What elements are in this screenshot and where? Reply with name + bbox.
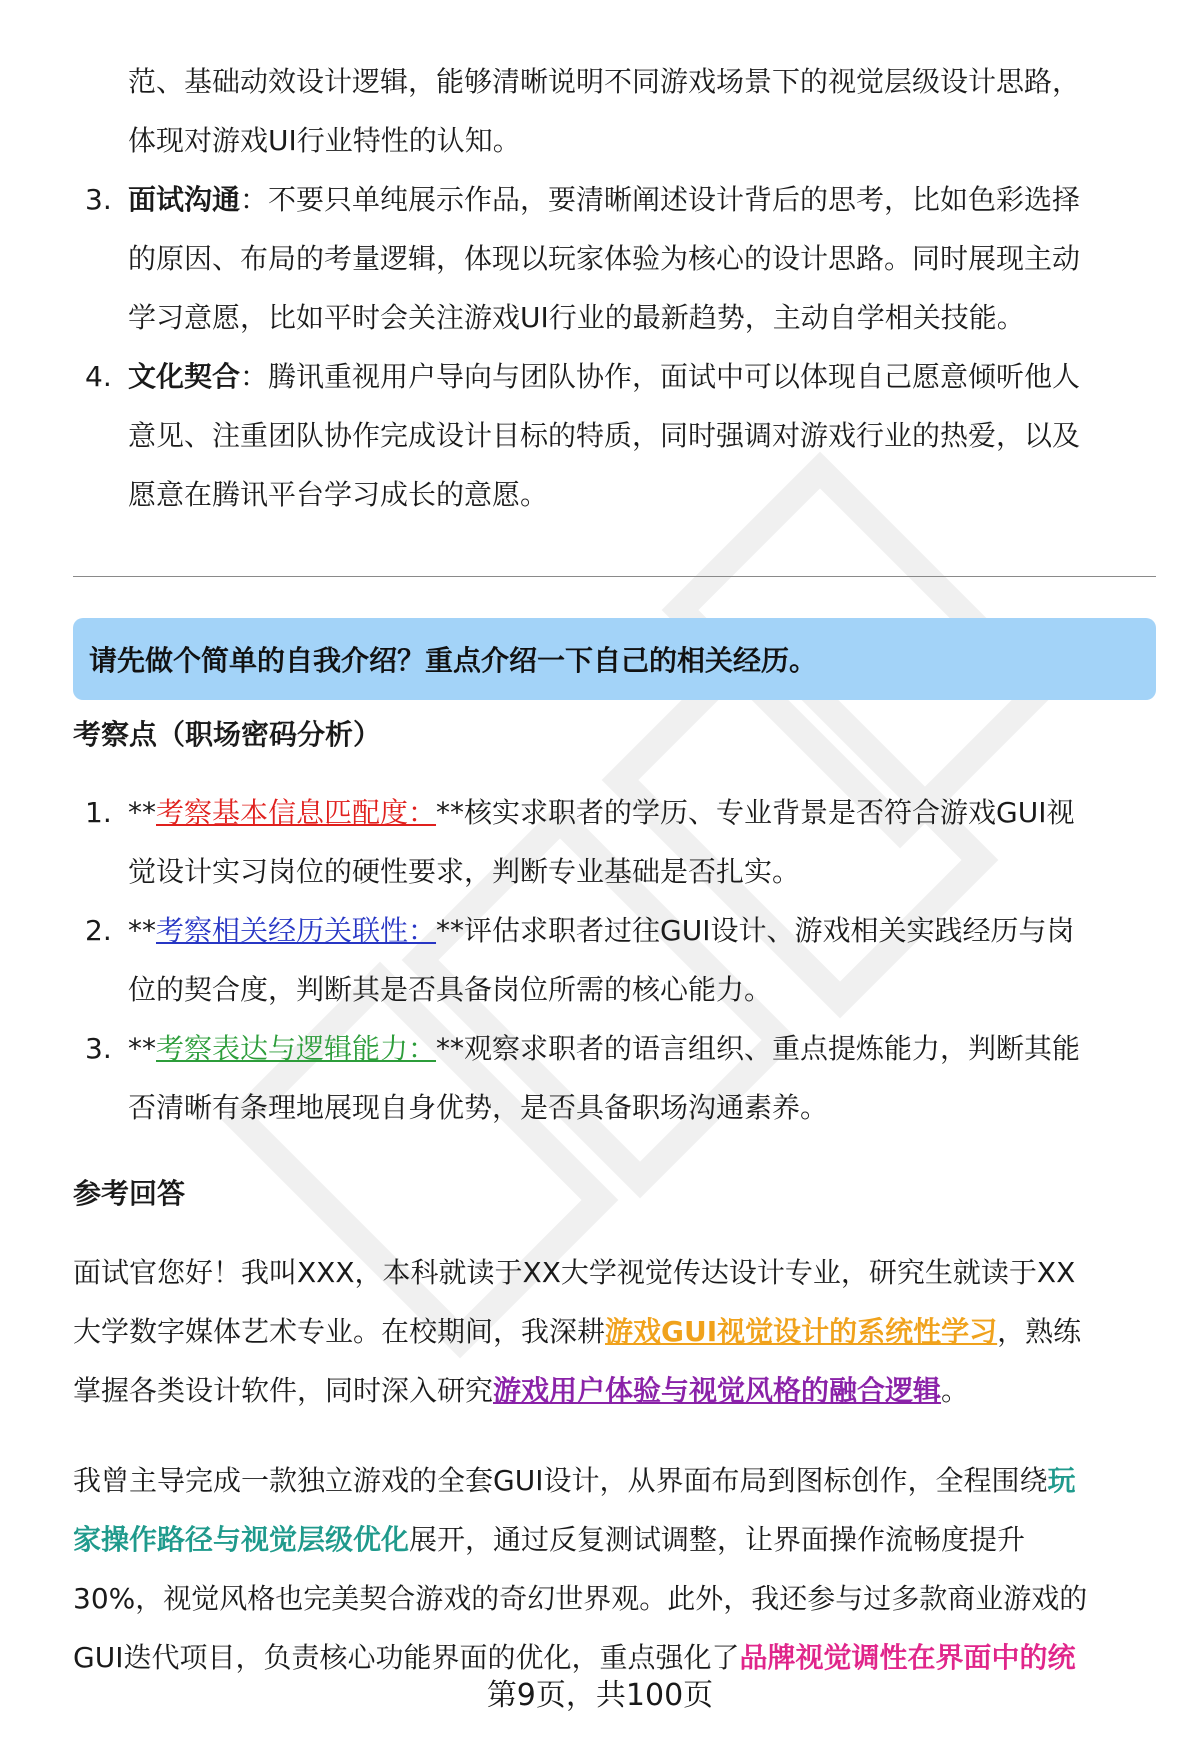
list-number: 3. <box>85 1032 112 1065</box>
text-span: 我曾主导完成一款独立游戏的全套GUI设计，从界面布局到图标创作，全程围绕 <box>73 1464 1048 1497</box>
list-number: 4. <box>85 360 112 393</box>
text-span: ：不要只单纯展示作品，要清晰阐述设计背后的思考，比如色彩选择 <box>240 183 1081 216</box>
text-line: 面试官您好！我叫XXX，本科就读于XX大学视觉传达设计专业，研究生就读于XX <box>73 1256 1076 1289</box>
text-line: 体现对游戏UI行业特性的认知。 <box>128 124 521 157</box>
list-number: 2. <box>85 914 112 947</box>
text-line: 的原因、布局的考量逻辑，体现以玩家体验为核心的设计思路。同时展现主动 <box>128 242 1081 275</box>
analysis-item-3 <box>73 1019 1153 1137</box>
analysis-key-link[interactable]: 考察表达与逻辑能力： <box>156 1032 437 1065</box>
text-line: 范、基础动效设计逻辑，能够清晰说明不同游戏场景下的视觉层级设计思路， <box>128 65 1081 98</box>
text-span: ：腾讯重视用户导向与团队协作，面试中可以体现自己愿意倾听他人 <box>240 360 1081 393</box>
text-span: 。 <box>941 1374 970 1407</box>
analysis-key-link[interactable]: 考察相关经历关联性： <box>156 914 437 947</box>
text-line: 学习意愿，比如平时会关注游戏UI行业的最新趋势，主动自学相关技能。 <box>128 301 1025 334</box>
question-box <box>73 618 1156 700</box>
text-line: 否清晰有条理地展现自身优势，是否具备职场沟通素养。 <box>128 1091 829 1124</box>
analysis-item-1 <box>73 783 1153 901</box>
list-number: 3. <box>85 183 112 216</box>
text-span: **评估求职者过往GUI设计、游戏相关实践经历与岗 <box>436 914 1075 947</box>
text-line: 意见、注重团队协作完成设计目标的特质，同时强调对游戏行业的热爱，以及 <box>128 419 1081 452</box>
list-item-4 <box>73 347 1153 524</box>
answer-heading: 参考回答 <box>73 1177 186 1210</box>
text-span: 大学数字媒体艺术专业。在校期间，我深耕 <box>73 1315 606 1348</box>
list-number: 1. <box>85 796 112 829</box>
text-line: 愿意在腾讯平台学习成长的意愿。 <box>128 478 549 511</box>
list-top <box>73 52 1153 524</box>
highlight-text: 游戏GUI视觉设计的系统性学习 <box>605 1315 998 1348</box>
text-span: 掌握各类设计软件，同时深入研究 <box>73 1374 494 1407</box>
highlight-text: 品牌视觉调性在界面中的统 <box>739 1641 1076 1674</box>
text-line: 位的契合度，判断其是否具备岗位所需的核心能力。 <box>128 973 773 1006</box>
text-span: GUI迭代项目，负责核心功能界面的优化，重点强化了 <box>73 1641 740 1674</box>
text-span: ** <box>128 1032 156 1065</box>
analysis-item-2 <box>73 901 1153 1019</box>
section-divider <box>73 576 1156 577</box>
list-item-2-continuation <box>73 52 1153 170</box>
analysis-key-link[interactable]: 考察基本信息匹配度： <box>156 796 437 829</box>
page-number: 第9页，共100页 <box>486 1678 714 1713</box>
text-span: ，熟练 <box>997 1315 1082 1348</box>
text-span: ** <box>128 796 156 829</box>
answer-paragraph-2 <box>73 1451 1158 1687</box>
text-span: ** <box>128 914 156 947</box>
highlight-text: 家操作路径与视觉层级优化 <box>73 1523 410 1556</box>
list-item-title: 文化契合 <box>128 360 241 393</box>
answer-paragraph-1 <box>73 1243 1158 1420</box>
list-item-title: 面试沟通 <box>128 183 241 216</box>
question-text: 请先做个简单的自我介绍？重点介绍一下自己的相关经历。 <box>89 644 818 677</box>
text-line: 30%，视觉风格也完美契合游戏的奇幻世界观。此外，我还参与过多款商业游戏的 <box>73 1582 1088 1615</box>
text-span: 展开，通过反复测试调整，让界面操作流畅度提升 <box>409 1523 1026 1556</box>
text-span: **核实求职者的学历、专业背景是否符合游戏GUI视 <box>436 796 1075 829</box>
highlight-text: 游戏用户体验与视觉风格的融合逻辑 <box>493 1374 942 1407</box>
list-item-3 <box>73 170 1153 347</box>
analysis-heading: 考察点（职场密码分析） <box>73 718 382 751</box>
text-line: 觉设计实习岗位的硬性要求，判断专业基础是否扎实。 <box>128 855 801 888</box>
analysis-list <box>73 783 1153 1137</box>
text-span: **观察求职者的语言组织、重点提炼能力，判断其能 <box>436 1032 1081 1065</box>
highlight-text: 玩 <box>1047 1464 1076 1497</box>
